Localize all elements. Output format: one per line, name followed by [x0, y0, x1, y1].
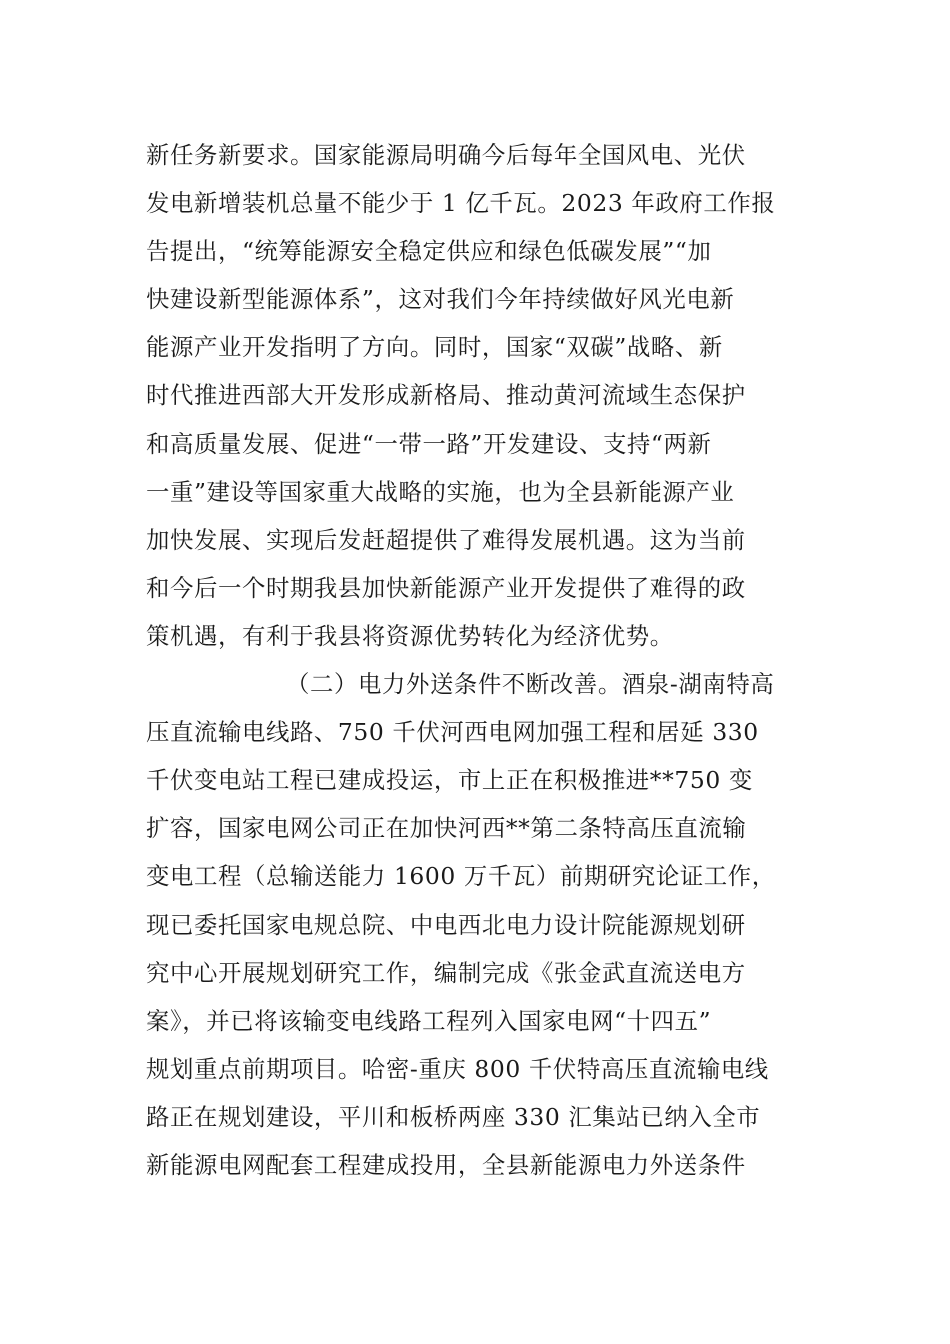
text-line: 和今后一个时期我县加快新能源产业开发提供了难得的政	[146, 573, 746, 602]
text-line: 一重”建设等国家重大战略的实施，也为全县新能源产业	[146, 477, 735, 506]
body-text	[146, 131, 808, 1189]
text-line: 新任务新要求。国家能源局明确今后每年全国风电、光伏	[146, 141, 746, 169]
paragraph-end-line: 策机遇，有利于我县将资源优势转化为经济优势。	[146, 621, 674, 650]
text-line: 千伏变电站工程已建成投运，市上正在积极推进**750 变	[146, 766, 753, 795]
section-heading-line: （二）电力外送条件不断改善。酒泉-湖南特高	[286, 670, 775, 699]
text-line: 路正在规划建设，平川和板桥两座 330 汇集站已纳入全市	[146, 1102, 761, 1131]
text-line: 压直流输电线路、750 千伏河西电网加强工程和居延 330	[146, 718, 759, 747]
text-line: 快建设新型能源体系”，这对我们今年持续做好风光电新	[146, 285, 735, 314]
text-line: 变电工程（总输送能力 1600 万千瓦）前期研究论证工作，	[146, 862, 776, 891]
text-line: 案》，并已将该输变电线路工程列入国家电网“十四五”	[146, 1006, 712, 1035]
text-line: 究中心开展规划研究工作，编制完成《张金武直流送电方	[146, 958, 746, 987]
text-line: 加快发展、实现后发赶超提供了难得发展机遇。这为当前	[146, 525, 746, 554]
text-line: 扩容，国家电网公司正在加快河西**第二条特高压直流输	[146, 814, 747, 843]
text-line: 能源产业开发指明了方向。同时，国家“双碳”战略、新	[146, 333, 723, 362]
text-line: 发电新增装机总量不能少于 1 亿千瓦。2023 年政府工作报	[146, 189, 776, 218]
text-line: 时代推进西部大开发形成新格局、推动黄河流域生态保护	[146, 381, 746, 410]
text-line: 新能源电网配套工程建成投用，全县新能源电力外送条件	[146, 1150, 746, 1179]
text-line: 现已委托国家电规总院、中电西北电力设计院能源规划研	[146, 910, 746, 939]
text-line: 规划重点前期项目。哈密-重庆 800 千伏特高压直流输电线	[146, 1054, 769, 1083]
text-line: 和高质量发展、促进“一带一路”开发建设、支持“两新	[146, 429, 712, 458]
text-line: 告提出，“统筹能源安全稳定供应和绿色低碳发展”“加	[146, 237, 712, 266]
